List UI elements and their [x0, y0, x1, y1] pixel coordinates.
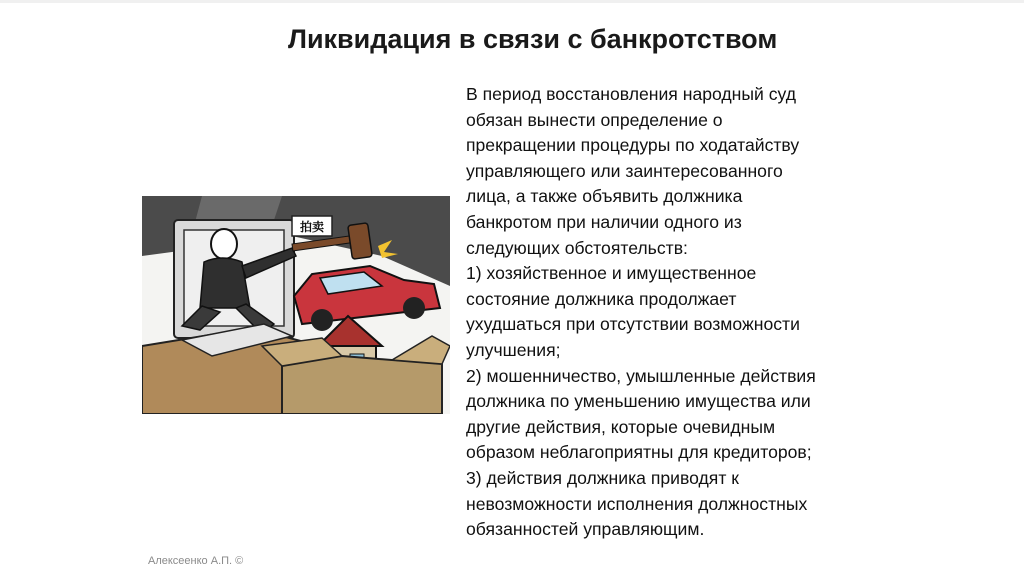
body-line: обязан вынести определение о — [466, 109, 723, 130]
footer-credit: Алексеенко А.П. © — [148, 555, 244, 567]
body-line: образом неблагоприятны для кредиторов; — [466, 442, 812, 463]
body-line: банкротом при наличии одного из — [466, 211, 742, 232]
body-line: 3) действия должника приводят к — [466, 467, 739, 488]
bankruptcy-illustration — [142, 196, 450, 414]
body-line: 1) хозяйственное и имущественное — [466, 263, 757, 284]
body-line: прекращении процедуры по ходатайству — [466, 135, 800, 156]
body-line: невозможности исполнения должностных — [466, 493, 808, 514]
body-line: ухудшаться при отсутствии возможности — [466, 314, 800, 335]
body-line: должника по уменьшению имущества или — [466, 391, 811, 412]
cardboard-box — [282, 356, 442, 414]
box-flap-right — [392, 336, 450, 364]
body-line: обязанностей управляющим. — [466, 519, 705, 540]
car-wheel-rear — [403, 297, 425, 319]
car-wheel-front — [311, 309, 333, 331]
auction-sign-text: 拍卖 — [299, 220, 325, 234]
gavel-head — [348, 223, 373, 259]
body-line: состояние должника продолжает — [466, 288, 737, 309]
figure-head — [211, 229, 237, 259]
body-line: другие действия, которые очевидным — [466, 416, 776, 437]
top-rule — [0, 0, 1024, 3]
slide-title: Ликвидация в связи с банкротством — [288, 24, 778, 54]
body-line: следующих обстоятельств: — [466, 237, 688, 258]
body-line: 2) мошенничество, умышленные действия — [466, 365, 816, 386]
body-text — [466, 82, 886, 543]
body-line: улучшения; — [466, 339, 561, 360]
body-line: лица, а также объявить должника — [466, 186, 743, 207]
body-line: В период восстановления народный суд — [466, 84, 797, 104]
body-line: управляющего или заинтересованного — [466, 160, 783, 181]
